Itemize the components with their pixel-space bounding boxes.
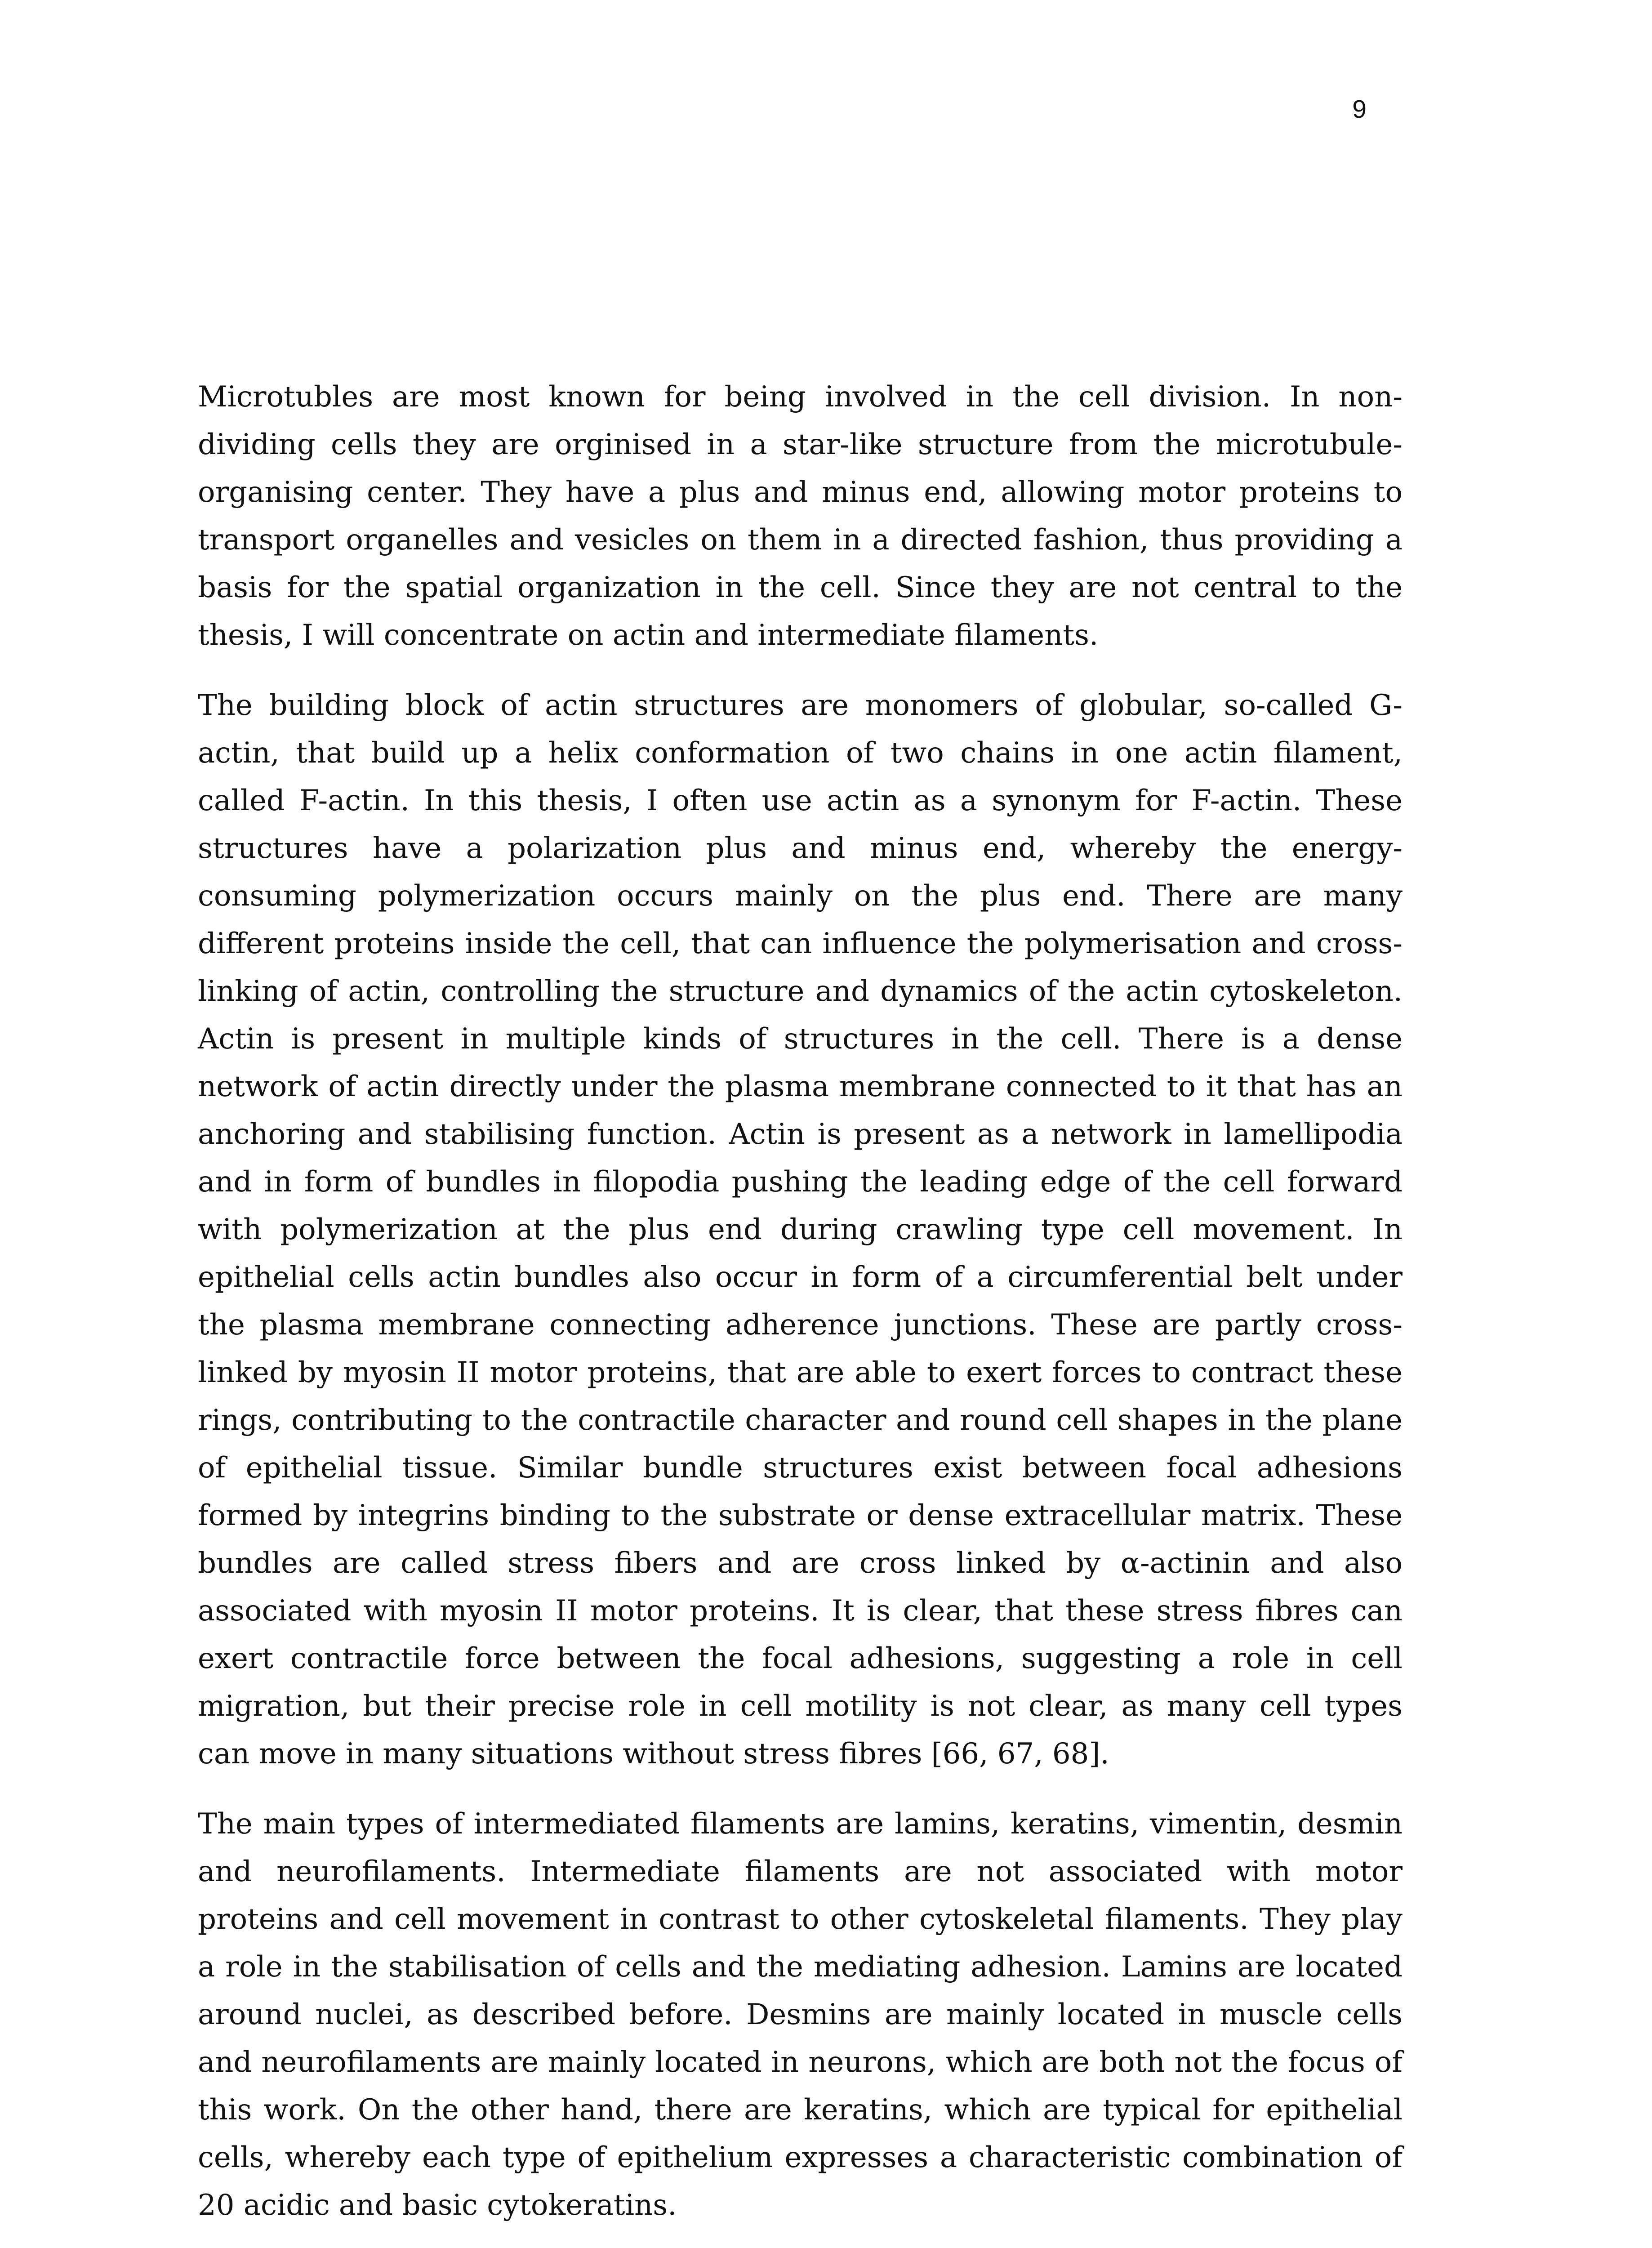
paragraph-microtubules: Microtubles are most known for being involved in the cell division. In non-dividing cells they are orginised in a star-like structure from the microtubule-organising center. They have a plus and minus end, allowing motor proteins to transport organelles and vesicles on them in a directed fashion, thus providing a basis for the spatial organization in the cell. Since they are not central to the thesis, I will concentrate on actin and intermediate filaments. — [198, 380, 1403, 652]
paragraph-intermediate-filaments: The main types of intermediated filaments are lamins, keratins, vimentin, desmin and neurofilaments. Intermediate filaments are not associated with motor proteins and cell movement in contrast to other cytoskeletal filaments. They play a role in the stabilisation of cells and the mediating adhesion. Lamins are located around nuclei, as described before. Desmins are mainly located in muscle cells and neurofilaments are mainly located in neurons, which are both not the focus of this work. On the other hand, there are keratins, which are typical for epithelial cells, whereby each type of epithelium expresses a characteristic combination of 20 acidic and basic cytokeratins. — [198, 1807, 1403, 2222]
body-text — [198, 373, 1403, 2248]
paragraph-actin: The building block of actin structures are monomers of globular, so-called G-actin, that build up a helix conformation of two chains in one actin filament, called F-actin. In this thesis, I often use actin as a synonym for F-actin. These structures have a polarization plus and minus end, whereby the energy-consuming polymerization occurs mainly on the plus end. There are many different proteins inside the cell, that can influence the polymerisation and cross-linking of actin, controlling the structure and dynamics of the actin cytoskeleton. Actin is present in multiple kinds of structures in the cell. There is a dense network of actin directly under the plasma membrane connected to it that has an anchoring and stabilising function. Actin is present as a network in lamellipodia and in form of bundles in filopodia pushing the leading edge of the cell forward with polymerization at the plus end during crawling type cell movement. In epithelial cells actin bundles also occur in form of a circumferential belt under the plasma membrane connecting adherence junctions. These are partly cross-linked by myosin II motor proteins, that are able to exert forces to contract these rings, contributing to the contractile character and round cell shapes in the plane of epithelial tissue. Similar bundle structures exist between focal adhesions formed by integrins binding to the substrate or dense extracellular matrix. These bundles are called stress fibers and are cross linked by α-actinin and also associated with myosin II motor proteins. It is clear, that these stress fibres can exert contractile force between the focal adhesions, suggesting a role in cell migration, but their precise role in cell motility is not clear, as many cell types can move in many situations without stress fibres [66, 67, 68]. — [198, 689, 1403, 1771]
page-number: 9 — [1352, 95, 1367, 124]
